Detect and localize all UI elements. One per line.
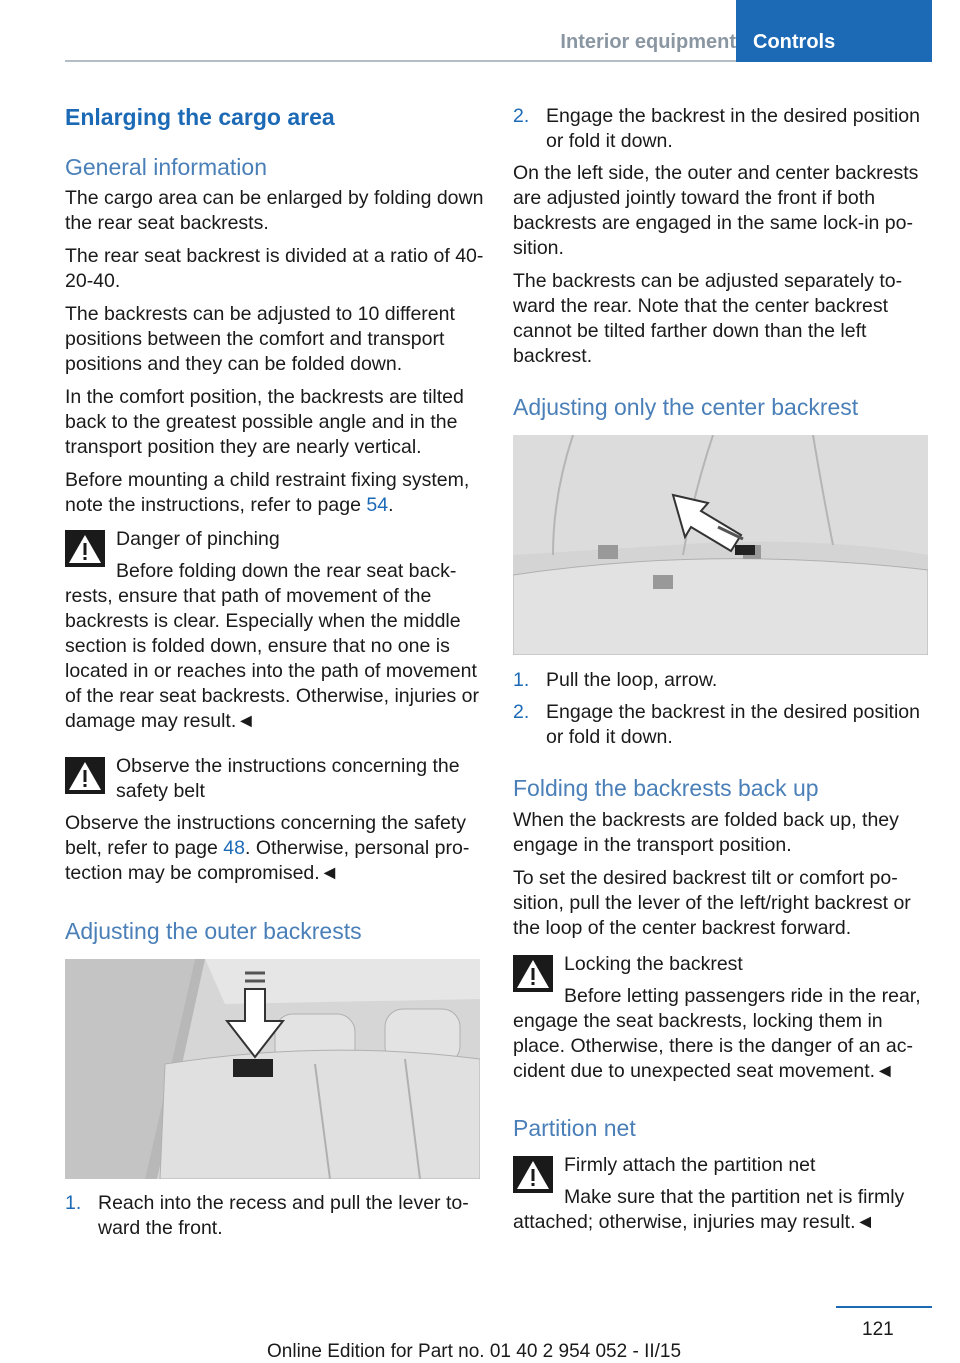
edition-note: Online Edition for Part no. 01 40 2 954 052 - II/15 [267, 1341, 682, 1362]
warning-icon [65, 530, 105, 567]
header-tab-controls: Controls [736, 0, 932, 62]
warning-title: Danger of pinching [116, 528, 280, 550]
warning-locking: Locking the backrest Before letting passengers ride in the rear, engage the seat backrests, locking them in place. Otherwise, there is the danger of an accident due to unexpected seat movement.◄ [513, 952, 933, 1084]
page-link-54[interactable]: 54 [366, 494, 389, 516]
paragraph: The cargo area can be enlarged by folding down the rear seat backrests. [65, 187, 484, 234]
illustration-outer-backrest [65, 959, 480, 1179]
warning-title: Locking the backrest [564, 953, 743, 975]
paragraph: When the backrests are folded back up, they engage in the transport position. [513, 809, 899, 856]
paragraph: The backrests can be adjusted separately toward the rear. Note that the center backrest cannot be tilted farther down than the left backrest. [513, 270, 903, 367]
paragraph: To set the desired backrest tilt or comfort position, pull the lever of the left/right backrest or the loop of the center backrest forward. [513, 867, 911, 939]
outer-backrests-heading: Adjusting the outer backrests [65, 918, 362, 944]
center-backrest-heading: Adjusting only the center backrest [513, 394, 859, 420]
warning-icon [65, 757, 105, 794]
warning-pinching: Danger of pinching Before folding down the rear seat back- rests, ensure that path of movement of the backrests is clear. Especially when the middle section is folded down, ensure that no one is located in or reaches into the path of movement of the rear seat backrests. Otherwise, injuries or damage may result.◄ [65, 527, 485, 734]
page-header [65, 0, 932, 62]
page-link-48[interactable]: 48 [223, 837, 245, 859]
list-item: 2. Engage the backrest in the desired position or fold it down. [513, 105, 920, 152]
section-title: Enlarging the cargo area [65, 104, 335, 130]
list-item: 2. Engage the backrest in the desired position or fold it down. [513, 701, 920, 748]
list-item: 1. Pull the loop, arrow. [513, 669, 718, 691]
page-number: 121 [862, 1319, 894, 1340]
footer-divider [836, 1306, 932, 1308]
general-info-heading: General information [65, 154, 267, 180]
warning-icon [513, 1156, 553, 1193]
header-divider [65, 60, 736, 62]
paragraph: On the left side, the outer and center backrests are adjusted jointly toward the front if both backrests are engaged in the same lock-in position. [513, 162, 919, 259]
header-section: Interior equipment [560, 31, 736, 53]
warning-safety-belt: Observe the instructions concerning the safety belt Observe the instructions concerning the safety belt, refer to page 48. Otherwise, personal protection may be compromised.◄ [65, 754, 485, 886]
paragraph: The rear seat backrest is divided at a ratio of 40-20-40. [65, 245, 484, 292]
warning-partition-net: Firmly attach the partition net Make sure that the partition net is firmly attached; otherwise, injuries may result.◄ [513, 1153, 933, 1235]
partition-net-heading: Partition net [513, 1115, 636, 1141]
paragraph: In the comfort position, the backrests are tilted back to the greatest possible angle and in the transport position they are nearly vertical. [65, 386, 464, 458]
warning-title: Firmly attach the partition net [564, 1154, 816, 1176]
paragraph: Before mounting a child restraint fixing system, note the instructions, refer to page 54. [65, 469, 470, 516]
illustration-center-backrest [513, 435, 928, 655]
fold-back-heading: Folding the backrests back up [513, 775, 819, 801]
warning-icon [513, 955, 553, 992]
list-item: 1. Reach into the recess and pull the lever toward the front. [65, 1192, 469, 1239]
paragraph: The backrests can be adjusted to 10 different positions between the comfort and transport positions and they can be folded down. [65, 303, 455, 375]
warning-title: Observe the instructions concerning the safety belt [116, 755, 460, 802]
